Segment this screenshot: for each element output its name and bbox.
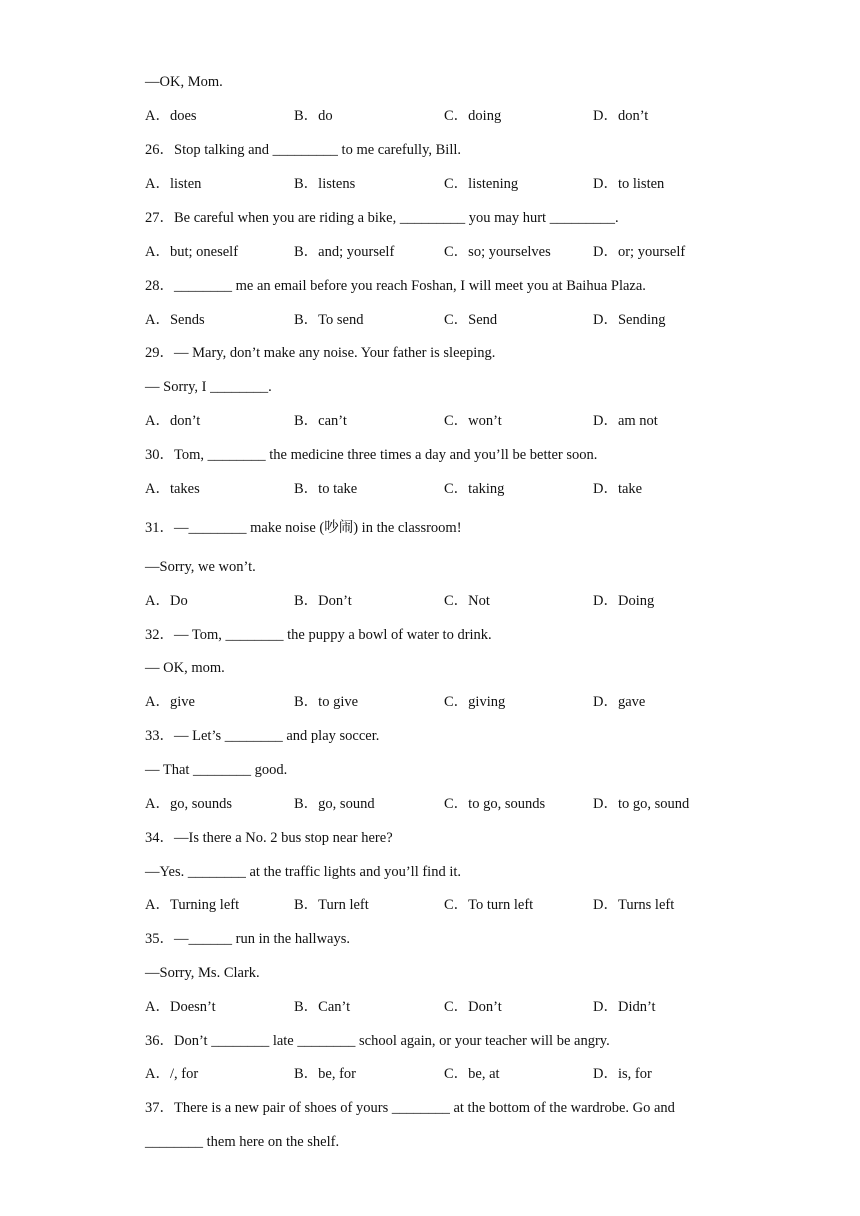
question-line: 37．There is a new pair of shoes of yours ________ at the bottom of the wardrobe. Go and (145, 1100, 675, 1116)
option-d: D．take (593, 481, 643, 497)
option-d: D．to listen (593, 176, 665, 192)
option-c: C．doing (444, 108, 502, 124)
option-a: A．does (145, 108, 197, 124)
question-line: —Sorry, we won’t. (145, 559, 256, 575)
answer-options (145, 794, 745, 814)
option-a: A．takes (145, 481, 200, 497)
question-line: 31．—________ make noise (吵闹) in the classroom! (145, 520, 462, 536)
option-b: B．do (294, 108, 333, 124)
option-a: A．Do (145, 593, 188, 609)
option-a: A．don’t (145, 413, 201, 429)
option-d: D．Didn’t (593, 999, 656, 1015)
option-c: C．so; yourselves (444, 244, 551, 260)
option-a: A．go, sounds (145, 796, 233, 812)
option-b: B．can’t (294, 413, 347, 429)
option-b: B．be, for (294, 1066, 357, 1082)
question-line: —Yes. ________ at the traffic lights and you’ll find it. (145, 864, 462, 880)
option-b: B．and; yourself (294, 244, 395, 260)
question-line: 29．— Mary, don’t make any noise. Your father is sleeping. (145, 345, 496, 361)
option-c: C．giving (444, 694, 506, 710)
option-d: D．am not (593, 413, 658, 429)
option-b: B．Don’t (294, 593, 352, 609)
question-line: 35．—______ run in the hallways. (145, 931, 350, 947)
option-d: D．don’t (593, 108, 649, 124)
option-b: B．to give (294, 694, 359, 710)
option-b: B．Turn left (294, 897, 369, 913)
question-line: 33．— Let’s ________ and play soccer. (145, 728, 380, 744)
answer-options (145, 411, 745, 431)
answer-options (145, 479, 745, 499)
question-line: — That ________ good. (145, 762, 288, 778)
option-b: B．to take (294, 481, 358, 497)
question-line: — Sorry, I ________. (145, 379, 272, 395)
option-c: C．listening (444, 176, 519, 192)
option-c: C．To turn left (444, 897, 534, 913)
answer-options (145, 895, 745, 915)
option-c: C．Don’t (444, 999, 502, 1015)
question-line: 30．Tom, ________ the medicine three times a day and you’ll be better soon. (145, 447, 598, 463)
question-line: —OK, Mom. (145, 74, 223, 90)
option-b: B．go, sound (294, 796, 375, 812)
question-line: 28．________ me an email before you reach Foshan, I will meet you at Baihua Plaza. (145, 278, 646, 294)
option-a: A．give (145, 694, 195, 710)
option-b: B．listens (294, 176, 356, 192)
question-line: 32．— Tom, ________ the puppy a bowl of water to drink. (145, 627, 492, 643)
option-b: B．To send (294, 312, 364, 328)
option-a: A．Sends (145, 312, 205, 328)
option-a: A．Turning left (145, 897, 240, 913)
answer-options (145, 106, 745, 126)
option-a: A．but; oneself (145, 244, 239, 260)
option-d: D．or; yourself (593, 244, 686, 260)
option-d: D．Turns left (593, 897, 675, 913)
option-a: A．Doesn’t (145, 999, 216, 1015)
question-line: ________ them here on the shelf. (145, 1134, 340, 1150)
option-b: B．Can’t (294, 999, 351, 1015)
option-d: D．gave (593, 694, 646, 710)
answer-options (145, 692, 745, 712)
answer-options (145, 310, 745, 330)
question-line: — OK, mom. (145, 660, 225, 676)
question-line: 34．—Is there a No. 2 bus stop near here? (145, 830, 393, 846)
answer-options (145, 242, 745, 262)
answer-options (145, 591, 745, 611)
option-a: A．listen (145, 176, 202, 192)
question-line: 36．Don’t ________ late ________ school again, or your teacher will be angry. (145, 1033, 610, 1049)
option-d: D．Doing (593, 593, 655, 609)
option-c: C．Not (444, 593, 490, 609)
option-d: D．to go, sound (593, 796, 690, 812)
option-c: C．be, at (444, 1066, 500, 1082)
option-c: C．Send (444, 312, 498, 328)
option-c: C．won’t (444, 413, 502, 429)
option-a: A．/, for (145, 1066, 199, 1082)
option-c: C．to go, sounds (444, 796, 546, 812)
answer-options (145, 997, 745, 1017)
answer-options (145, 1064, 745, 1084)
option-d: D．Sending (593, 312, 666, 328)
option-d: D．is, for (593, 1066, 652, 1082)
answer-options (145, 174, 745, 194)
question-line: 27．Be careful when you are riding a bike, _________ you may hurt _________. (145, 210, 619, 226)
question-line: 26．Stop talking and _________ to me carefully, Bill. (145, 142, 462, 158)
question-line: —Sorry, Ms. Clark. (145, 965, 260, 981)
option-c: C．taking (444, 481, 505, 497)
